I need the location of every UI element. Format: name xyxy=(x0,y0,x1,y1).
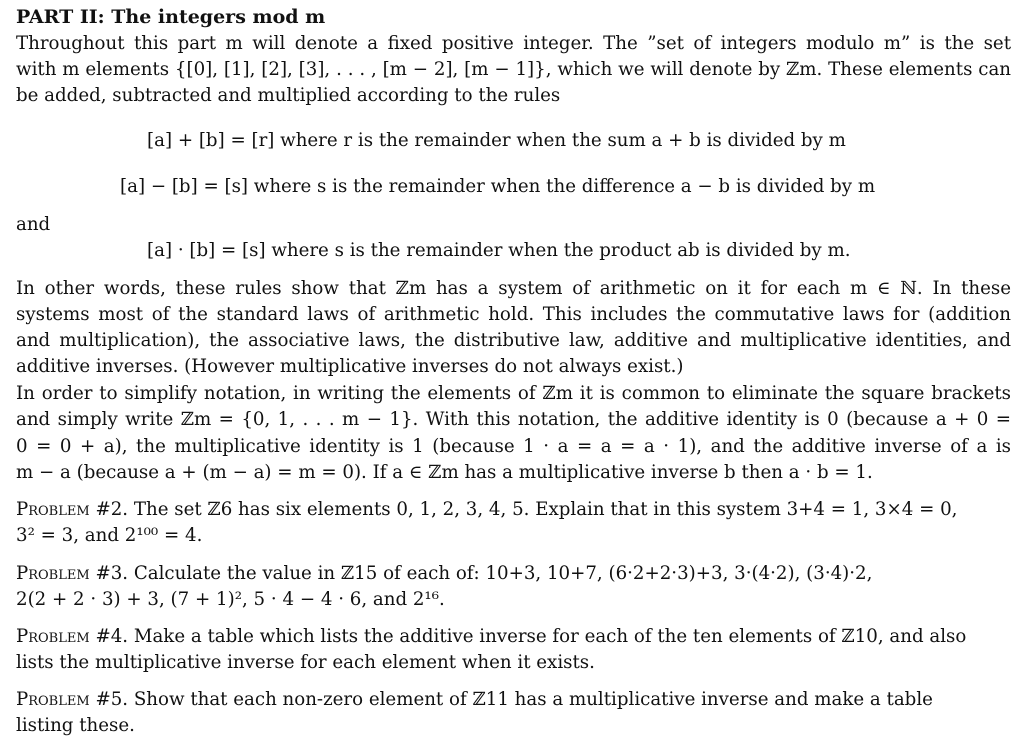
paragraph2-line-1: In other words, these rules show that ℤm has a system of arithmetic on it for each m ∈ ℕ. In these xyxy=(16,278,1011,299)
problem-2 xyxy=(16,497,1011,524)
problem-3 xyxy=(16,561,1011,588)
problem-text-line-1: Show that each non-zero element of ℤ11 has a multiplicative inverse and make a table xyxy=(133,689,933,710)
rule-and-word: and xyxy=(16,214,51,235)
problem-label: Problem #5. xyxy=(16,689,129,710)
paragraph3-line-2: and simply write ℤm = {0, 1, . . . m − 1}. With this notation, the additive identity is 0 (because a + 0 = xyxy=(16,409,1011,430)
paragraph2-line-2: systems most of the standard laws of arithmetic hold. This includes the commutative laws for (addition xyxy=(16,304,1011,325)
intro-line-1: Throughout this part m will denote a fixed positive integer. The ”set of integers modulo m” is the set xyxy=(16,33,1011,54)
problem-text-line-1: Make a table which lists the additive inverse for each of the ten elements of ℤ10, and also xyxy=(133,626,967,647)
rule-subtraction: [a] − [b] = [s] where s is the remainder when the difference a − b is divided by m xyxy=(120,176,876,197)
intro-line-2: with m elements {[0], [1], [2], [3], . . . , [m − 2], [m − 1]}, which we will denote by ℤm. These elements can xyxy=(16,59,1011,80)
section-title: PART II: The integers mod m xyxy=(16,6,326,28)
problem-5 xyxy=(16,687,1011,714)
problem-4 xyxy=(16,624,1011,651)
problem-4-line-2: lists the multiplicative inverse for each element when it exists. xyxy=(16,652,595,673)
intro-line-3: be added, subtracted and multiplied according to the rules xyxy=(16,85,561,106)
problem-3-line-2: 2(2 + 2 · 3) + 3, (7 + 1)², 5 · 4 − 4 · 6, and 2¹⁶. xyxy=(16,589,445,610)
problem-2-line-2: 3² = 3, and 2¹⁰⁰ = 4. xyxy=(16,525,203,546)
paragraph3-line-3: 0 = 0 + a), the multiplicative identity is 1 (because 1 · a = a = a · 1), and the additive inverse of a is xyxy=(16,436,1011,457)
problem-text-line-1: The set ℤ6 has six elements 0, 1, 2, 3, 4, 5. Explain that in this system 3+4 = 1, 3×4 = 0, xyxy=(133,499,958,520)
paragraph3-line-4: m − a (because a + (m − a) = m = 0). If a ∈ ℤm has a multiplicative inverse b then a · b = 1. xyxy=(16,462,873,483)
problem-label: Problem #2. xyxy=(16,499,129,520)
paragraph2-line-3: and multiplication), the associative laws, the distributive law, additive and multiplicative identities, and xyxy=(16,330,1011,351)
problem-5-line-2: listing these. xyxy=(16,715,135,736)
paragraph2-line-4: additive inverses. (However multiplicative inverses do not always exist.) xyxy=(16,356,684,377)
rule-multiplication: [a] · [b] = [s] where s is the remainder when the product ab is divided by m. xyxy=(147,240,851,261)
rule-addition: [a] + [b] = [r] where r is the remainder when the sum a + b is divided by m xyxy=(147,130,846,151)
problem-label: Problem #4. xyxy=(16,626,129,647)
paragraph3-line-1: In order to simplify notation, in writing the elements of ℤm it is common to eliminate the square brackets xyxy=(16,383,1011,404)
problem-label: Problem #3. xyxy=(16,563,129,584)
problem-text-line-1: Calculate the value in ℤ15 of each of: 10+3, 10+7, (6·2+2·3)+3, 3·(4·2), (3·4)·2, xyxy=(133,563,873,584)
